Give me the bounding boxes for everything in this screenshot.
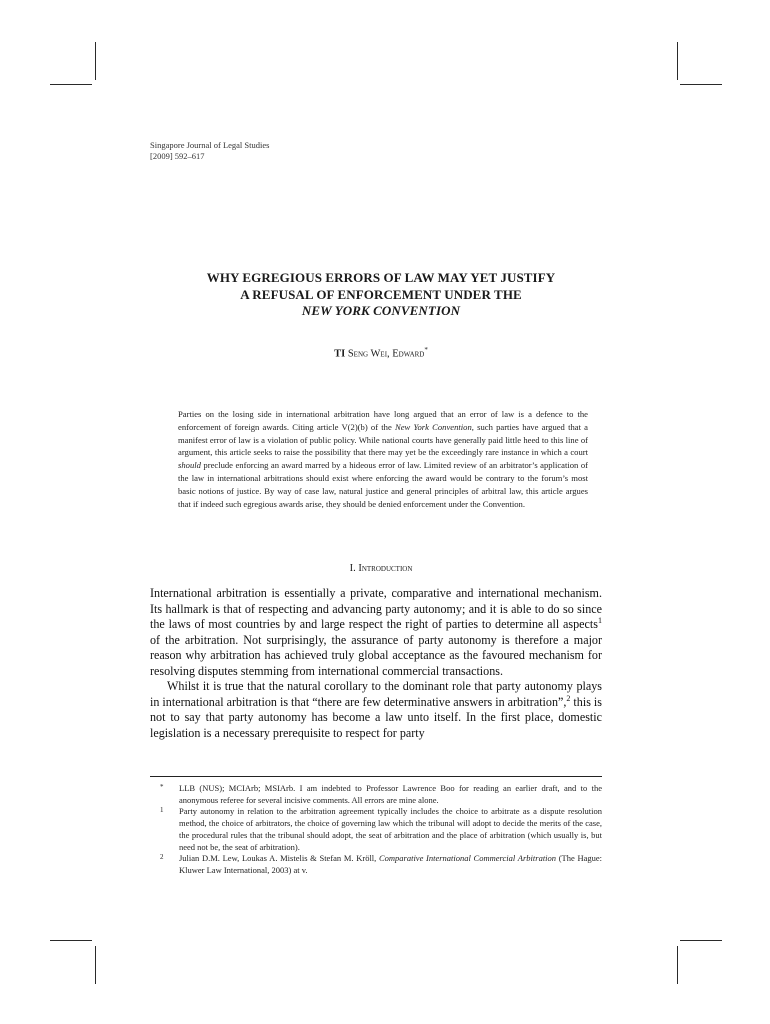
body-text — [150, 586, 602, 741]
crop-mark-top-left-h — [50, 84, 92, 85]
journal-header — [150, 140, 269, 162]
abstract-text-3: preclude enforcing an award marred by a hideous error of law. Limited review of an arbitrator’s application of the law in international arbitrations should exist where enforcing the award would be contrary to the forum’s most basic notions of justice. By way of case law, natural justice and general principles of arbitral law, this article argues that if indeed such egregious awards arise, they should be denied enforcement under the Convention. — [178, 460, 588, 509]
section-number: I. — [349, 563, 356, 574]
body-p2-text-a: Whilst it is true that the natural corollary to the dominant role that party autonomy plays in international arbitration is that “there are few determinative answers in arbitration”, — [150, 679, 602, 709]
footnote-star-text: LLB (NUS); MCIArb; MSIArb. I am indebted to Professor Lawrence Boo for reading an earlier draft, and to the anonymous referee for several incisive comments. All errors are mine alone. — [179, 783, 602, 805]
title-line-2: A REFUSAL OF ENFORCEMENT UNDER THE — [240, 286, 522, 302]
title-line-1: WHY EGREGIOUS ERRORS OF LAW MAY YET JUSTIFY — [206, 270, 556, 285]
crop-mark-bottom-right-h — [680, 940, 722, 941]
author-given-name: Seng Wei, Edward — [347, 348, 425, 360]
abstract-text-2: , such parties have argued that a manifest error of law is a violation of public policy. While national courts have generally paid little heed to this line of argument, this article seeks to raise the possibility that there may yet be the exceedingly rare instance in which a court — [178, 421, 588, 458]
crop-mark-bottom-left-v — [95, 946, 96, 984]
footnote-star-mark: * — [160, 783, 164, 791]
footnote-1 — [150, 806, 602, 853]
body-p1-text-a: International arbitration is essentially a private, comparative and international mechanism. Its hallmark is that of respecting and advancing party autonomy; and it is able to do so since the laws of most countries by and large respect the right of parties to determine all aspects — [150, 586, 602, 631]
crop-mark-bottom-right-v — [677, 946, 678, 984]
body-paragraph-2 — [150, 679, 602, 741]
footnote-2-authors: Julian D.M. Lew, Loukas A. Mistelis & Stefan M. Kröll, — [179, 853, 379, 864]
article-title — [150, 270, 612, 320]
crop-mark-bottom-left-h — [50, 940, 92, 941]
crop-mark-top-right-v — [677, 42, 678, 80]
journal-citation: [2009] 592–617 — [150, 151, 205, 161]
footnote-1-text: Party autonomy in relation to the arbitration agreement typically includes the choice to arbitrate as a dispute resolution method, the choice of arbitrators, the choice of governing law which the tribunal will adopt to decide the merits of the case, the procedural rules that the tribunal should adopt, the seat of arbitration and the place of arbitration (which usually is, but need not be, the seat of arbitration). — [179, 806, 602, 852]
footnote-2-mark: 2 — [160, 853, 164, 862]
abstract — [178, 408, 588, 510]
footnotes — [150, 783, 602, 877]
body-paragraph-1 — [150, 586, 602, 679]
footnote-2-pub: (The Hague: Kluwer Law International, 2003) at v. — [179, 853, 602, 875]
abstract-nyc: New York Convention — [395, 421, 472, 432]
body-p1-text-b: of the arbitration. Not surprisingly, the assurance of party autonomy is therefore a major reason why arbitration has achieved truly global acceptance as the favoured mechanism for resolving disputes stemming from international commercial transactions. — [150, 632, 602, 678]
author-footnote-mark: * — [424, 346, 428, 354]
crop-mark-top-right-h — [680, 84, 722, 85]
abstract-text-1: Parties on the losing side in international arbitration have long argued that an error of law is a defence to the enforcement of foreign awards. Citing article V(2)(b) of the — [178, 409, 588, 432]
footnote-rule — [150, 776, 602, 777]
footnote-2 — [150, 853, 602, 876]
section-heading — [150, 563, 612, 574]
body-p2-text-b: this is not to say that party autonomy has become a law unto itself. In the first place, domestic legislation is a necessary prerequisite to respect for party — [150, 694, 602, 740]
section-title: Introduction — [358, 563, 413, 574]
footnote-2-book: Comparative International Commercial Arbitration — [378, 853, 557, 864]
footnote-1-mark: 1 — [160, 806, 164, 815]
crop-mark-top-left-v — [95, 42, 96, 80]
author-surname: TI — [334, 348, 346, 360]
footnote-star — [150, 783, 602, 806]
footnote-ref-2[interactable]: 2 — [566, 693, 571, 703]
abstract-should: should — [178, 460, 201, 471]
author-line — [150, 346, 612, 360]
journal-name: Singapore Journal of Legal Studies — [150, 140, 270, 150]
footnote-ref-1[interactable]: 1 — [598, 615, 602, 625]
title-line-3: NEW YORK CONVENTION — [301, 303, 461, 318]
